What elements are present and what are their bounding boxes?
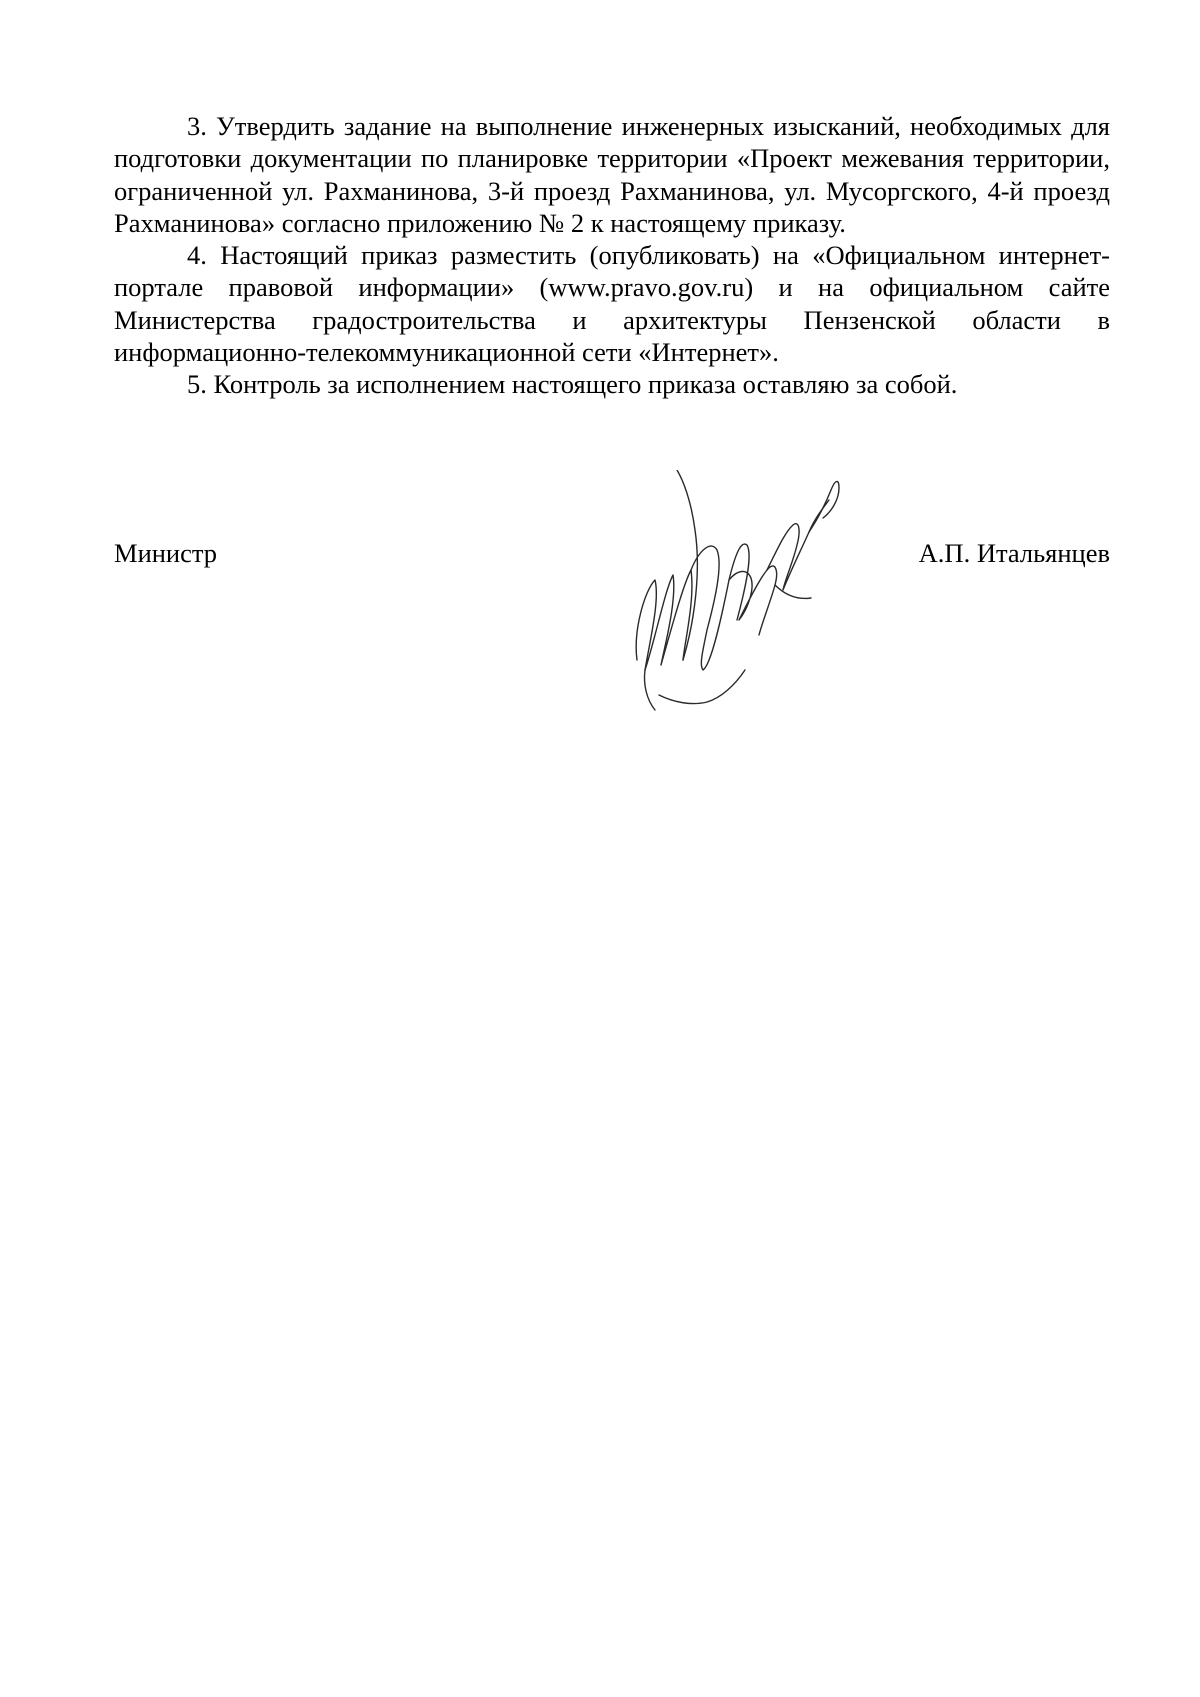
document-body [114, 110, 1110, 401]
handwritten-signature [625, 470, 855, 720]
paragraph-5: 5. Контроль за исполнением настоящего приказа оставляю за собой. [187, 369, 958, 400]
paragraph-3: 3. Утвердить задание на выполнение инженерных изысканий, необходимых для подготовки документации по планировке территории «Проект межевания территории, ограниченной ул. Рахманинова, 3-й проезд Рахманинова, ул. Мусоргского, 4-й проезд Рахманинова» согласно приложению № 2 к настоящему приказу. [114, 111, 1110, 238]
signatory-title: Министр [114, 538, 218, 568]
paragraph-4: 4. Настоящий приказ разместить (опубликовать) на «Официальном интернет-портале правовой информации» (www.pravo.gov.ru) и на официальном сайте Министерства градостроительства и архитектуры Пензенской области в информационно-телекоммуникационной сети «Интернет». [114, 240, 1110, 368]
signatory-name: А.П. Итальянцев [918, 538, 1110, 568]
